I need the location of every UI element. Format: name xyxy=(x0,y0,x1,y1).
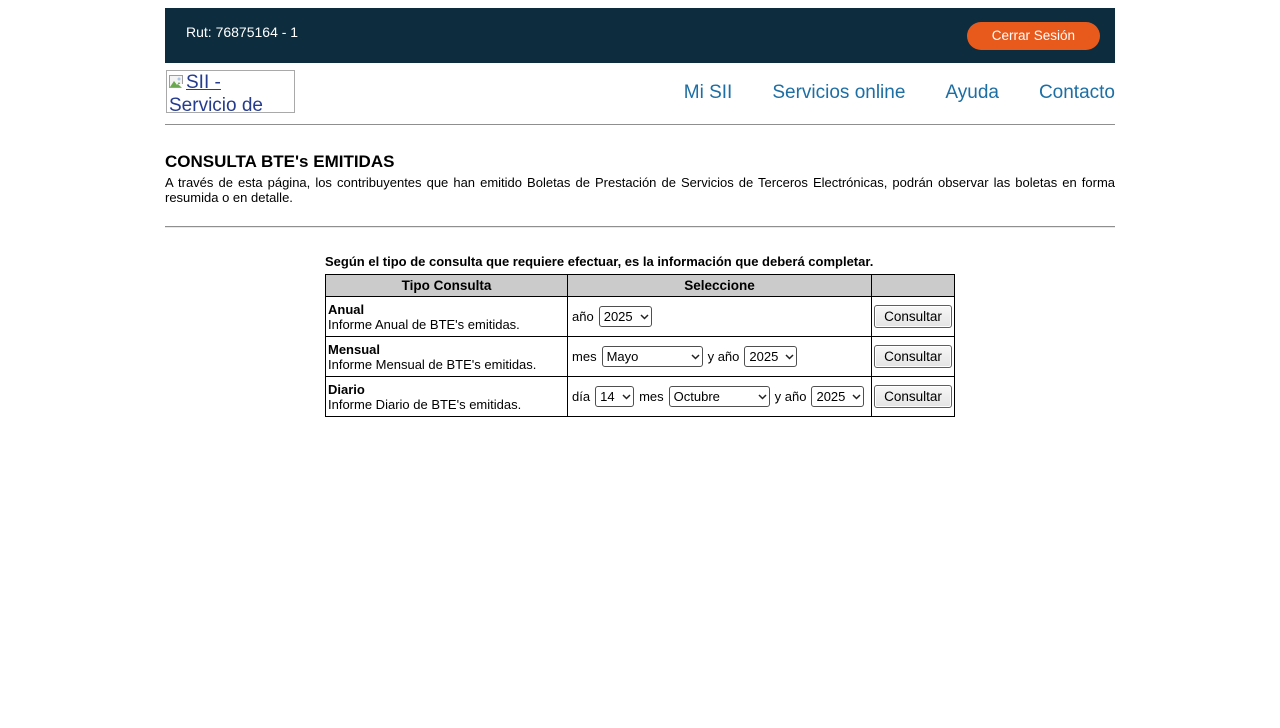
consulta-type-cell xyxy=(326,377,568,417)
broken-image-icon xyxy=(169,74,185,95)
mensual-year-select[interactable] xyxy=(744,346,797,367)
table-row xyxy=(326,297,955,337)
table-body xyxy=(326,297,955,417)
header-row xyxy=(165,63,1115,125)
diario-year-select[interactable] xyxy=(811,386,864,407)
table-row xyxy=(326,377,955,417)
selection-cell xyxy=(568,377,872,417)
consulta-table xyxy=(325,274,955,417)
logout-button[interactable]: Cerrar Sesión xyxy=(967,22,1100,50)
action-cell xyxy=(871,377,954,417)
action-cell xyxy=(871,297,954,337)
consulta-type-cell xyxy=(326,297,568,337)
nav-item-ayuda[interactable]: Ayuda xyxy=(945,82,999,103)
diario-day-select[interactable] xyxy=(595,386,634,407)
consulta-type-cell xyxy=(326,337,568,377)
nav-item-mi-sii[interactable]: Mi SII xyxy=(683,82,733,103)
consulta-type-description: Informe Diario de BTE's emitidas. xyxy=(328,396,522,412)
column-header: Seleccione xyxy=(568,275,872,297)
main-nav xyxy=(684,82,1115,104)
consulta-type-label: Mensual xyxy=(328,341,381,357)
consultar-button[interactable]: Consultar xyxy=(874,385,952,408)
instruction-text: Según el tipo de consulta que requiere efectuar, es la información que deberá completar. xyxy=(325,254,874,269)
section-divider xyxy=(165,226,1115,228)
page-title: CONSULTA BTE's EMITIDAS xyxy=(165,152,395,171)
year-label: y año xyxy=(774,389,807,404)
consulta-type-description: Informe Mensual de BTE's emitidas. xyxy=(328,356,537,372)
month-select-wrap xyxy=(602,346,703,367)
year-label: año xyxy=(572,309,594,324)
month-label: mes xyxy=(572,349,597,364)
selection-cell xyxy=(568,297,872,337)
sii-logo-link[interactable] xyxy=(166,70,295,113)
nav-item-contacto[interactable]: Contacto xyxy=(1038,82,1115,103)
anual-year-select[interactable] xyxy=(599,306,652,327)
page-container xyxy=(165,8,1115,417)
action-cell xyxy=(871,337,954,377)
logo-alt-text-line1: SII - xyxy=(186,72,221,93)
rut-label: Rut: 76875164 - 1 xyxy=(186,23,299,40)
consulta-block xyxy=(325,254,955,417)
day-label: día xyxy=(572,389,591,404)
nav-item-servicios-online[interactable]: Servicios online xyxy=(772,82,906,103)
table-row xyxy=(326,337,955,377)
consulta-type-label: Anual xyxy=(328,301,365,317)
diario-month-select[interactable] xyxy=(669,386,770,407)
consulta-type-description: Informe Anual de BTE's emitidas. xyxy=(328,316,520,332)
column-header xyxy=(871,275,954,297)
page-description: A través de esta página, los contribuyentes que han emitido Boletas de Prestación de Servicios de Terceros Electrónicas, podrán observar las boletas en forma resumida o en detalle. xyxy=(165,175,1115,205)
year-label: y año xyxy=(707,349,740,364)
consulta-type-label: Diario xyxy=(328,381,365,397)
year-select-wrap xyxy=(599,306,652,327)
year-select-wrap xyxy=(811,386,864,407)
column-header: Tipo Consulta xyxy=(326,275,568,297)
table-header-row xyxy=(326,275,955,297)
topbar xyxy=(165,8,1115,63)
day-select-wrap xyxy=(595,386,634,407)
consultar-button[interactable]: Consultar xyxy=(874,305,952,328)
mensual-month-select[interactable] xyxy=(602,346,703,367)
month-label: mes xyxy=(639,389,664,404)
year-select-wrap xyxy=(744,346,797,367)
consultar-button[interactable]: Consultar xyxy=(874,345,952,368)
month-select-wrap xyxy=(669,386,770,407)
selection-cell xyxy=(568,337,872,377)
logo-alt-text-line2: Servicio de xyxy=(169,95,263,113)
